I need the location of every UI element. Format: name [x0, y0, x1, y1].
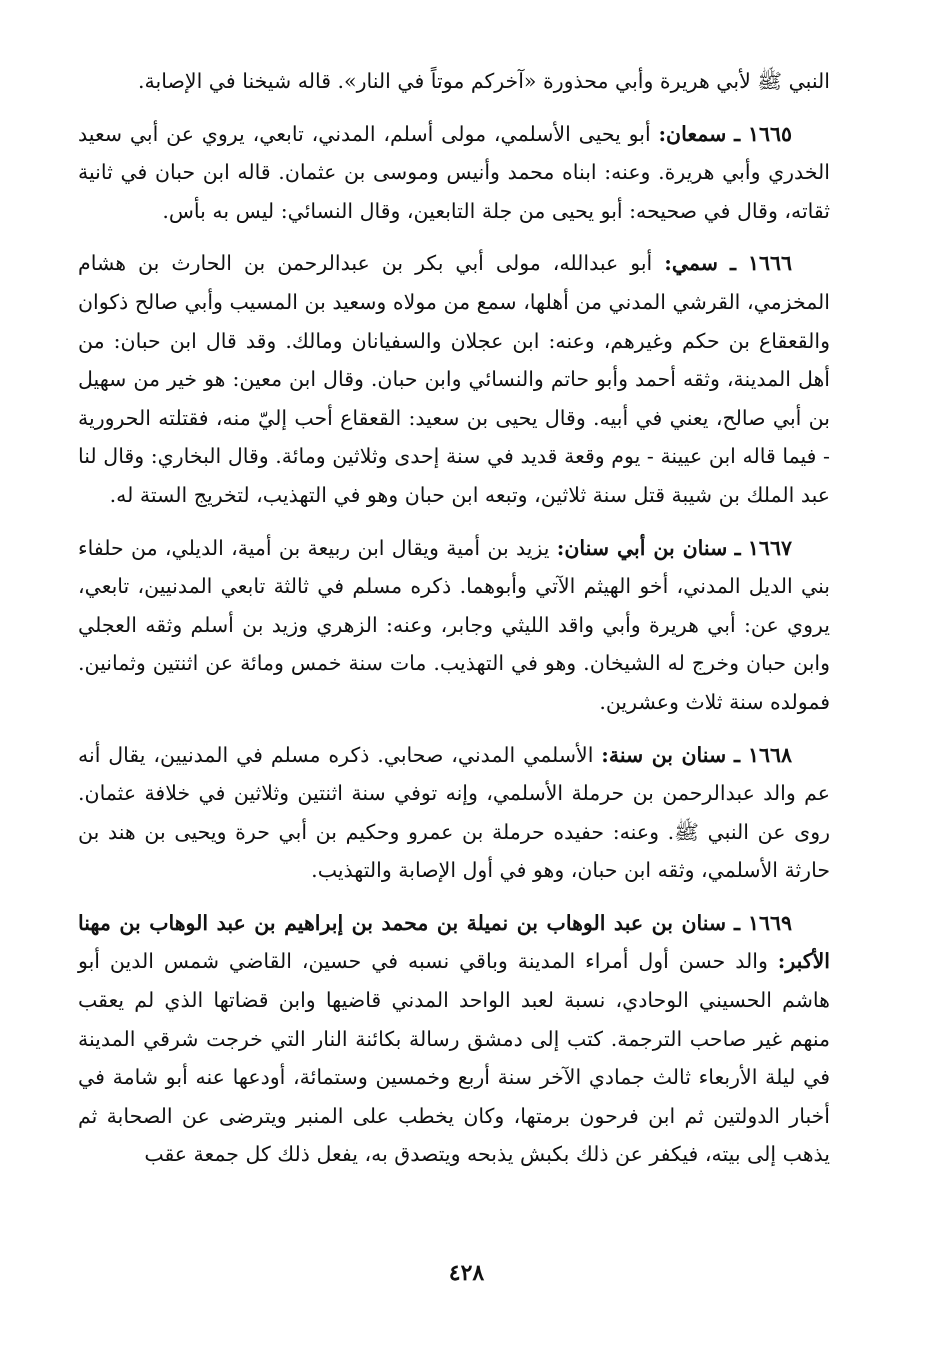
entry-number: ١٦٦٧ — [747, 535, 792, 560]
entry-body: أبو يحيى الأسلمي، مولى أسلم، المدني، تابعي، يروي عن أبي سعيد الخدري وأبي هريرة. وعنه: ابناه محمد وأنيس وموسى بن عثمان. قاله ابن حبان في ثانية ثقاته، وقال في صحيحه: أبو يحيى من جلة التابعين، وقال النسائي: ليس به بأس. — [78, 121, 830, 223]
entry-body: أبو عبدالله، مولى أبي بكر بن عبدالرحمن بن الحارث بن هشام المخزمي، القرشي المدني من أهلها، سمع من مولاه وسعيد بن المسيب وأبي صالح ذكوان والقعقاع بن حكم وغيرهم، وعنه: ابن عجلان والسفيانان ومالك. وقد قال ابن حبان: من أهل المدينة، وثقه أحمد وأبو حاتم والنسائي وابن حبان. وقال ابن معين: هو خير من سهيل بن أبي صالح، يعني في أبيه. وقال يحيى بن سعيد: القعقاع أحب إليّ منه، فقتلته الحرورية - فيما قاله ابن عيينة - يوم وقعة قديد في سنة إحدى وثلاثين ومائة. وقال البخاري: وقال لنا عبد الملك بن شيبة قتل سنة ثلاثين، وتبعه ابن حبان وهو في التهذيب، لتخريج الستة له. — [78, 251, 830, 507]
entry-dash: ـ — [734, 910, 741, 935]
entry-name: سنان بن عبد الوهاب بن نميلة بن محمد بن إبراهيم بن عبد الوهاب بن مهنا الأكبر: — [78, 910, 830, 974]
entry-name: سمعان: — [658, 121, 727, 146]
entry-number: ١٦٦٦ — [747, 251, 792, 276]
entry-number: ١٦٦٥ — [747, 121, 792, 146]
entry-1665 — [78, 115, 830, 231]
entry-number: ١٦٦٩ — [747, 910, 792, 935]
entry-1669 — [78, 904, 830, 1174]
entry-name: سنان بن سنة: — [601, 742, 727, 767]
entry-body: يزيد بن أمية ويقال ابن ربيعة بن أمية، الديلي، من حلفاء بني الديل المدني، أخو الهيثم الآتي وأبوهما. ذكره مسلم في ثالثة تابعي المدنيين، تابعي، يروي عن: أبي هريرة وأبي واقد الليثي وجابر، وعنه: الزهري وزيد بن أسلم وثقه العجلي وابن حبان وخرج له الشيخان. وهو في التهذيب. مات سنة خمس ومائة عن اثنتين وثمانين. فمولده سنة ثلاث وعشرين. — [78, 535, 830, 714]
entry-1667 — [78, 529, 830, 722]
intro-paragraph: النبي ﷺ لأبي هريرة وأبي محذورة «آخركم موتاً في النار». قاله شيخنا في الإصابة. — [138, 69, 830, 93]
entry-number: ١٦٦٨ — [747, 742, 792, 767]
entry-dash: ـ — [734, 121, 741, 146]
page-number: ٤٢٨ — [448, 1260, 485, 1286]
entry-1668 — [78, 736, 830, 890]
entry-dash: ـ — [734, 535, 741, 560]
entry-body: والد حسن أول أمراء المدينة وباقي نسبه في حسين، القاضي شمس الدين أبو هاشم الحسيني الوحادي، نسبة لعبد الواحد المدني قاضيها وابن قضاتها الذي لم يعقب منهم غير صاحب الترجمة. كتب إلى دمشق رسالة بكائنة النار التي خرجت شرقي المدينة في ليلة الأربعاء ثالث جمادي الآخر سنة أربع وخمسين وستمائة، أودعها عنه أبو شامة في أخبار الدولتين ثم ابن فرحون برمتها، وكان يخطب على المنبر ويترضى عن الصحابة ثم يذهب إلى بيته، فيكفر عن ذلك بكبش يذبحه ويتصدق به، يفعل ذلك كل جمعة عقب — [78, 949, 830, 1167]
entry-name: سنان بن أبي سنان: — [556, 535, 728, 560]
entry-body: الأسلمي المدني، صحابي. ذكره مسلم في المدنيين، يقال أنه عم والد عبدالرحمن بن حرملة الأسلمي، وإنه توفي سنة اثنتين وثلاثين في خلافة عثمان. روى عن النبي ﷺ. وعنه: حفيده حرملة بن عمرو وحكيم بن أبي حرة ويحيى بن هند بن حارثة الأسلمي، وثقه ابن حبان، وهو في أول الإصابة والتهذيب. — [78, 742, 830, 883]
entry-1666 — [78, 244, 830, 514]
entry-name: سمي: — [664, 251, 718, 276]
book-page — [78, 62, 830, 1332]
entry-dash: ـ — [729, 251, 736, 276]
entry-dash: ـ — [734, 742, 741, 767]
